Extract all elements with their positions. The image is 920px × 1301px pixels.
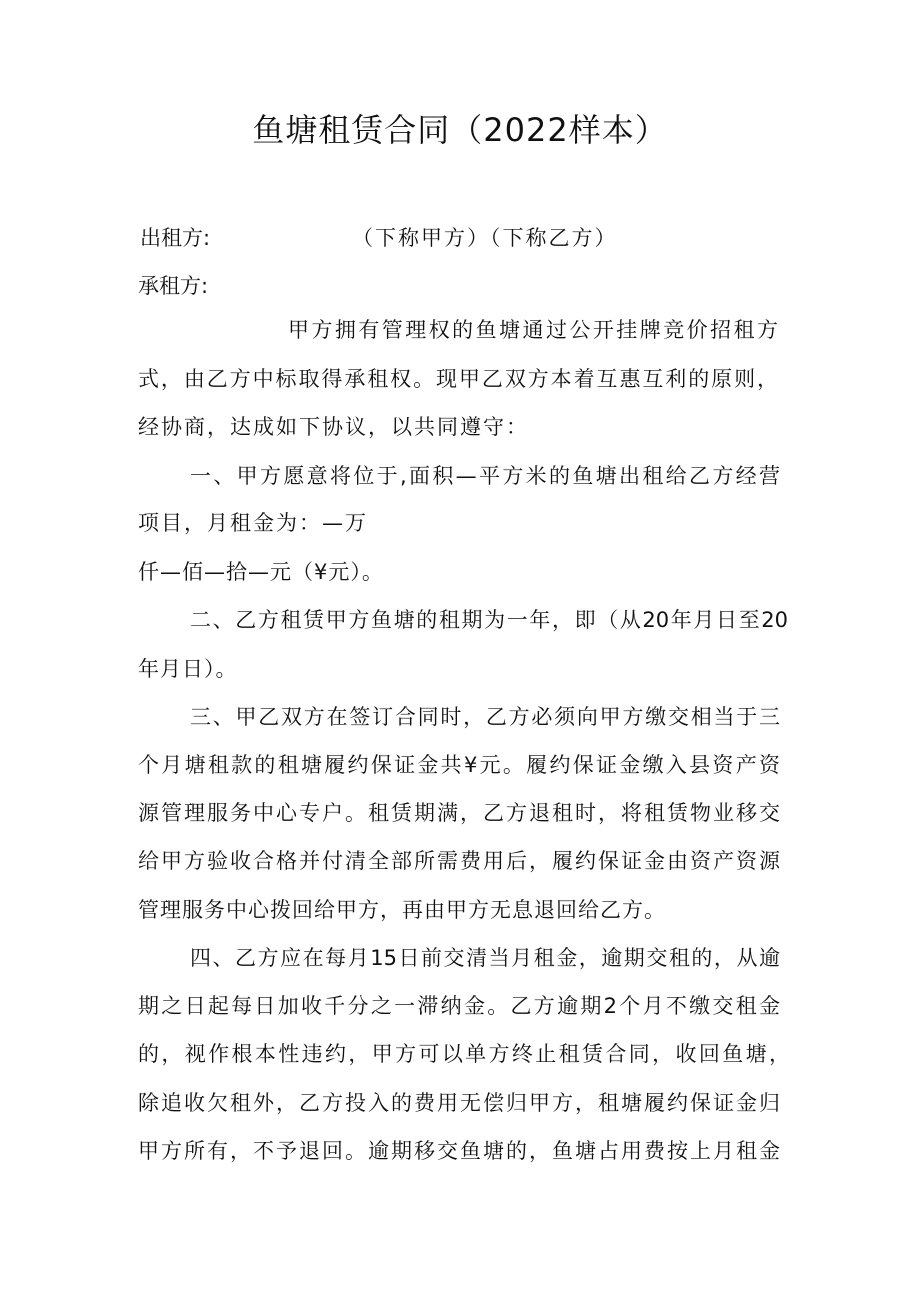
clause-3-line-2: 个月塘租款的租塘履约保证金共¥元。履约保证金缴入县资产资 bbox=[138, 753, 780, 777]
paragraph-intro-line-2: 式，由乙方中标取得承租权。现甲乙双方本着互惠互利的原则， bbox=[138, 367, 778, 391]
clause-1-line-1: 一、甲方愿意将位于,面积—平方米的鱼塘出租给乙方经营 bbox=[190, 464, 780, 488]
clause-1-line-3: 仟—佰—拾—元（¥元）。 bbox=[138, 560, 384, 584]
paragraph-intro-line-3: 经协商，达成如下协议，以共同遵守： bbox=[138, 415, 529, 439]
clause-2-line-2: 年月日）。 bbox=[138, 657, 238, 681]
paragraph-intro-line-1: 甲方拥有管理权的鱼塘通过公开挂牌竞价招租方 bbox=[288, 318, 778, 342]
clause-2-line-1: 二、乙方租赁甲方鱼塘的租期为一年，即（从20年月日至20 bbox=[190, 608, 788, 632]
clause-3-line-5: 管理服务中心拨回给甲方，再由甲方无息退回给乙方。 bbox=[138, 898, 666, 922]
clause-4-line-1: 四、乙方应在每月15日前交清当月租金，逾期交租的，从逾 bbox=[190, 946, 780, 970]
clause-3-line-4: 给甲方验收合格并付清全部所需费用后，履约保证金由资产资源 bbox=[138, 849, 780, 873]
document-title: 鱼塘租赁合同（2022样本） bbox=[252, 111, 668, 149]
party-designation-notes: （下称甲方）（下称乙方） bbox=[352, 226, 618, 250]
clause-4-line-3: 的，视作根本性违约，甲方可以单方终止租赁合同，收回鱼塘， bbox=[138, 1042, 790, 1066]
clause-4-line-5: 甲方所有，不予退回。逾期移交鱼塘的，鱼塘占用费按上月租金 bbox=[138, 1139, 780, 1163]
clause-4-line-4: 除追收欠租外，乙方投入的费用无偿归甲方，租塘履约保证金归 bbox=[138, 1091, 780, 1115]
clause-4-line-2: 期之日起每日加收千分之一滞纳金。乙方逾期2个月不缴交租金 bbox=[138, 994, 780, 1018]
clause-1-line-2: 项目，月租金为：—万 bbox=[138, 511, 368, 535]
clause-3-line-1: 三、甲乙双方在签订合同时，乙方必须向甲方缴交相当于三 bbox=[190, 705, 780, 729]
clause-3-line-3: 源管理服务中心专户。租赁期满，乙方退租时，将租赁物业移交 bbox=[138, 801, 780, 825]
lessee-label: 承租方: bbox=[138, 274, 209, 298]
lessor-label: 出租方: bbox=[140, 226, 211, 250]
